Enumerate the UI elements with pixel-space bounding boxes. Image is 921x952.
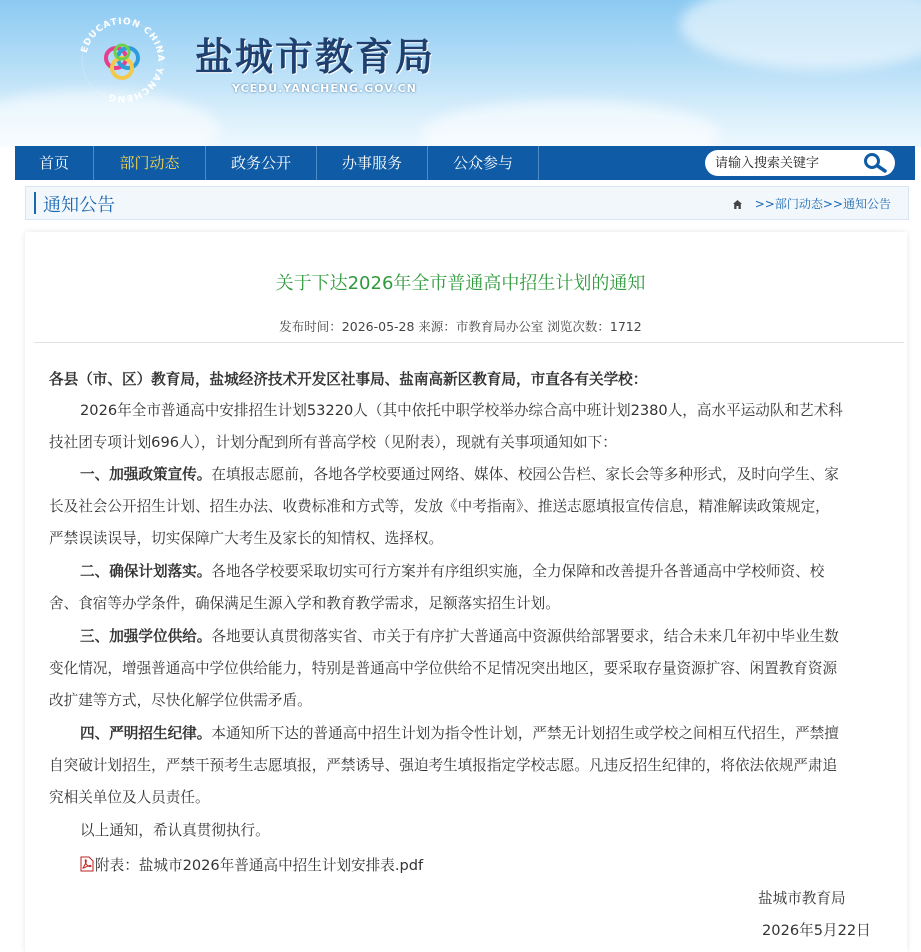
attachment-label: 附表：盐城市2026年普通高中招生计划安排表.pdf (95, 857, 424, 874)
section-title: 通知公告 (43, 195, 115, 216)
paragraph-line: 究相关单位及人员责任。 (49, 789, 210, 806)
search-box (705, 150, 895, 176)
paragraph-line: 变化情况，增强普通高中学位供给能力，特别是普通高中学位供给不足情况突出地区，要采取存量资源扩容、闲置教育资源 (49, 660, 838, 677)
nav-home[interactable]: 首页 (15, 146, 94, 180)
section-marker (34, 192, 36, 214)
closing-line: 以上通知，希认真贯彻执行。 (80, 822, 270, 839)
article-card (25, 232, 907, 952)
pdf-icon (80, 856, 94, 872)
paragraph-line: 2026年全市普通高中安排招生计划53220人（其中依托中职学校举办综合高中班计划2380人，高水平运动队和艺术科 (80, 402, 843, 419)
breadcrumb-notices[interactable]: >>通知公告 (822, 197, 891, 211)
paragraph-line (80, 627, 839, 647)
sign-date: 2026年5月22日 (762, 922, 871, 939)
search-icon[interactable] (861, 151, 889, 175)
site-domain: YCEDU.YANCHENG.GOV.CN (232, 82, 417, 95)
section-heading: 一、加强政策宣传。 (80, 466, 212, 483)
paragraph-text: 各地要认真贯彻落实省、市关于有序扩大普通高中资源供给部署要求，结合未来几年初中毕业生数 (211, 628, 839, 645)
nav-government-affairs[interactable]: 政务公开 (206, 146, 317, 180)
education-bureau-logo (76, 14, 168, 106)
paragraph-text: 各地各学校要采取切实可行方案并有序组织实施，全力保障和改善提升各普通高中学校师资、校 (211, 563, 825, 580)
divider (34, 342, 904, 343)
article-meta: 发布时间：2026-05-28 来源：市教育局办公室 浏览次数：1712 (279, 319, 642, 334)
paragraph-line (80, 465, 839, 485)
paragraph-line: 自突破计划招生，严禁干预考生志愿填报，严禁诱导、强迫考生填报指定学校志愿。凡违反招生纪律的，将依法依规严肃追 (49, 757, 838, 774)
paragraph-line (80, 724, 839, 744)
home-icon[interactable] (732, 199, 743, 210)
section-heading: 二、确保计划落实。 (80, 563, 212, 580)
header-cloud (680, 0, 921, 70)
header-cloud (420, 100, 720, 147)
attachment-link[interactable] (80, 854, 423, 875)
breadcrumb-department-news[interactable]: >>部门动态 (754, 197, 823, 211)
paragraph-text: 本通知所下达的普通高中招生计划为指令性计划，严禁无计划招生或学校之间相互代招生，严禁擅 (211, 725, 839, 742)
site-title: 盐城市教育局 (195, 35, 436, 79)
nav-public-participation[interactable]: 公众参与 (428, 146, 539, 180)
paragraph-line: 舍、食宿等办学条件，确保满足生源入学和教育教学需求，足额落实招生计划。 (49, 595, 560, 612)
search-input[interactable] (715, 153, 860, 173)
section-heading: 四、严明招生纪律。 (80, 725, 212, 742)
salutation: 各县（市、区）教育局，盐城经济技术开发区社事局、盐南高新区教育局，市直各有关学校： (49, 371, 648, 388)
section-heading: 三、加强学位供给。 (80, 628, 212, 645)
paragraph-line (80, 562, 824, 582)
signer: 盐城市教育局 (758, 890, 846, 907)
paragraph-line: 严禁误读误导，切实保障广大考生及家长的知情权、选择权。 (49, 530, 444, 547)
paragraph-text: 在填报志愿前，各地各学校要通过网络、媒体、校园公告栏、家长会等多种形式，及时向学生、家 (211, 466, 839, 483)
article-title: 关于下达2026年全市普通高中招生计划的通知 (275, 273, 646, 294)
breadcrumb (732, 195, 891, 212)
paragraph-line: 改扩建等方式，尽快化解学位供需矛盾。 (49, 692, 312, 709)
nav-department-news[interactable]: 部门动态 (94, 146, 206, 180)
nav-services[interactable]: 办事服务 (317, 146, 428, 180)
paragraph-line: 技社团专项计划696人），计划分配到所有普高学校（见附表），现就有关事项通知如下： (49, 434, 617, 451)
site-header (0, 0, 921, 147)
logo-ring-text: EDUCATION CHINA YANCHENG (79, 16, 166, 104)
paragraph-line: 长及社会公开招生计划、招生办法、收费标准和方式等，发放《中考指南》、推送志愿填报宣传信息，精准解读政策规定， (49, 498, 830, 515)
section-bar (25, 186, 909, 220)
